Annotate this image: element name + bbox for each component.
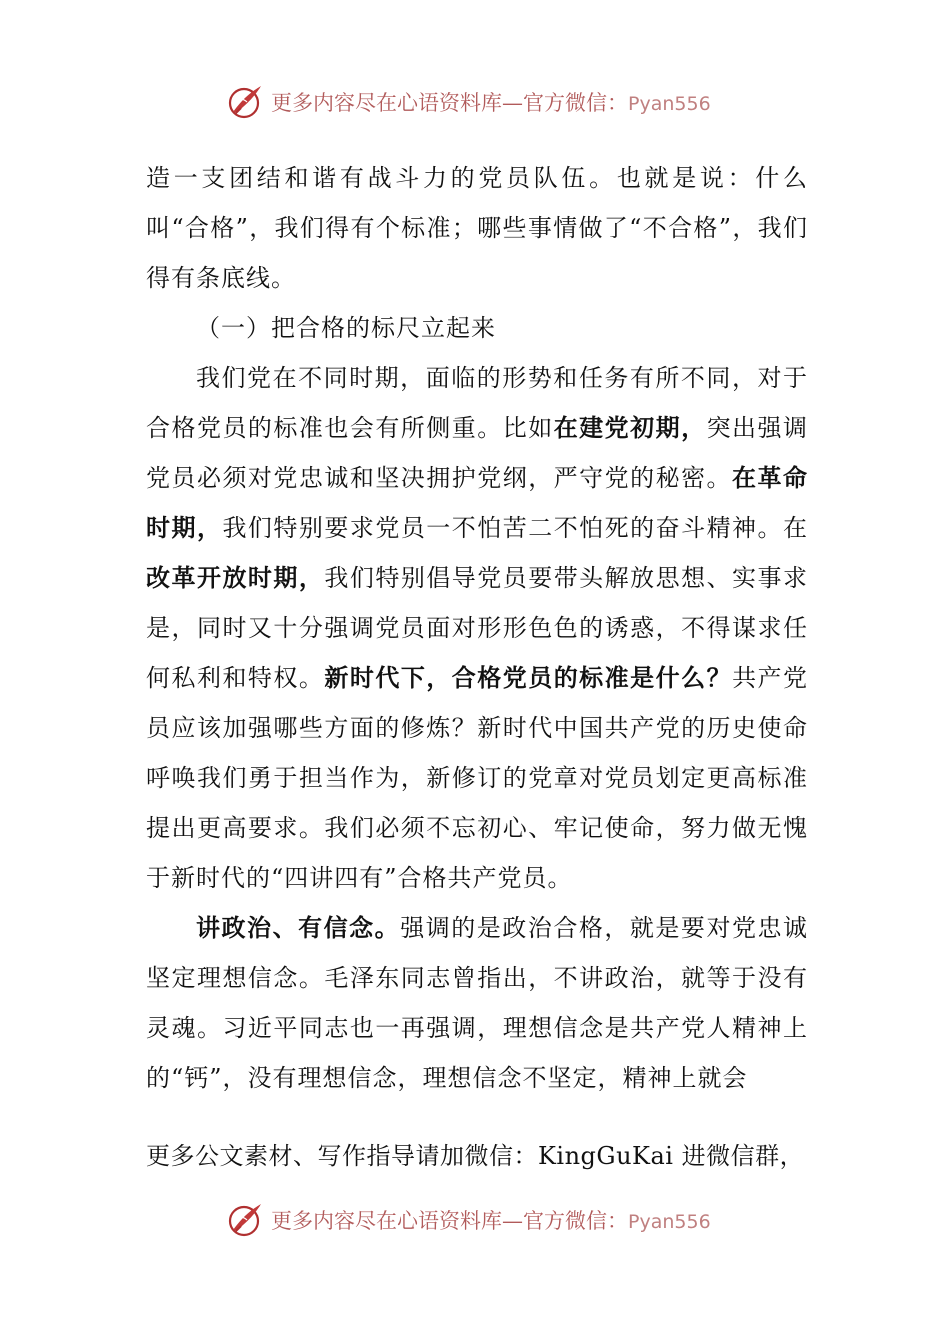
emphasis-revolution-period: 在革命时期， [146, 463, 809, 542]
quill-logo-icon [225, 1200, 265, 1240]
emphasis-reform-period: 改革开放时期， [146, 563, 325, 592]
emphasis-politics-belief: 讲政治、有信念。 [196, 913, 401, 942]
banner-text-cn: 更多内容尽在心语资料库—官方微信： [271, 91, 628, 115]
banner-text-cn: 更多内容尽在心语资料库—官方微信： [271, 1209, 628, 1233]
banner-wechat-id: Pyan556 [628, 93, 711, 115]
emphasis-founding-period: 在建党初期， [553, 413, 707, 442]
banner-text [271, 1205, 711, 1235]
paragraph-politics: 讲政治、有信念。强调的是政治合格，就是要对党忠诚坚定理想信念。毛泽东同志曾指出，不讲政治，就等于没有灵魂。习近平同志也一再强调，理想信念是共产党人精神上的“钙”，没有理想信念，理想信念不坚定，精神上就会 [146, 913, 809, 1092]
emphasis-new-era-question: 新时代下，合格党员的标准是什么？ [324, 663, 733, 692]
header-banner [225, 80, 725, 124]
banner-wechat-id: Pyan556 [628, 1211, 711, 1233]
paragraph-standards: 我们党在不同时期，面临的形势和任务有所不同，对于合格党员的标准也会有所侧重。比如在建党初期，突出强调党员必须对党忠诚和坚决拥护党纲，严守党的秘密。在革命时期，我们特别要求党员一不怕苦二不怕死的奋斗精神。在改革开放时期，我们特别倡导党员要带头解放思想、实事求是，同时又十分强调党员面对形形色色的诱惑，不得谋求任何私利和特权。新时代下，合格党员的标准是什么？共产党员应该加强哪些方面的修炼？新时代中国共产党的历史使命呼唤我们勇于担当作为，新修订的党章对党员划定更高标准提出更高要求。我们必须不忘初心、牢记使命，努力做无愧于新时代的“四讲四有”合格共产党员。 [146, 364, 809, 892]
section-heading: （一）把合格的标尺立起来 [196, 314, 496, 342]
banner-text [271, 87, 711, 117]
footer-banner [225, 1198, 725, 1242]
document-body [146, 153, 808, 1103]
paragraph-continued: 造一支团结和谐有战斗力的党员队伍。也就是说：什么叫“合格”，我们得有个标准；哪些事情做了“不合格”，我们得有条底线。 [146, 164, 808, 292]
footer-note: 更多公文素材、写作指导请加微信：KingGuKai 进微信群， [146, 1142, 805, 1170]
quill-logo-icon [225, 82, 265, 122]
